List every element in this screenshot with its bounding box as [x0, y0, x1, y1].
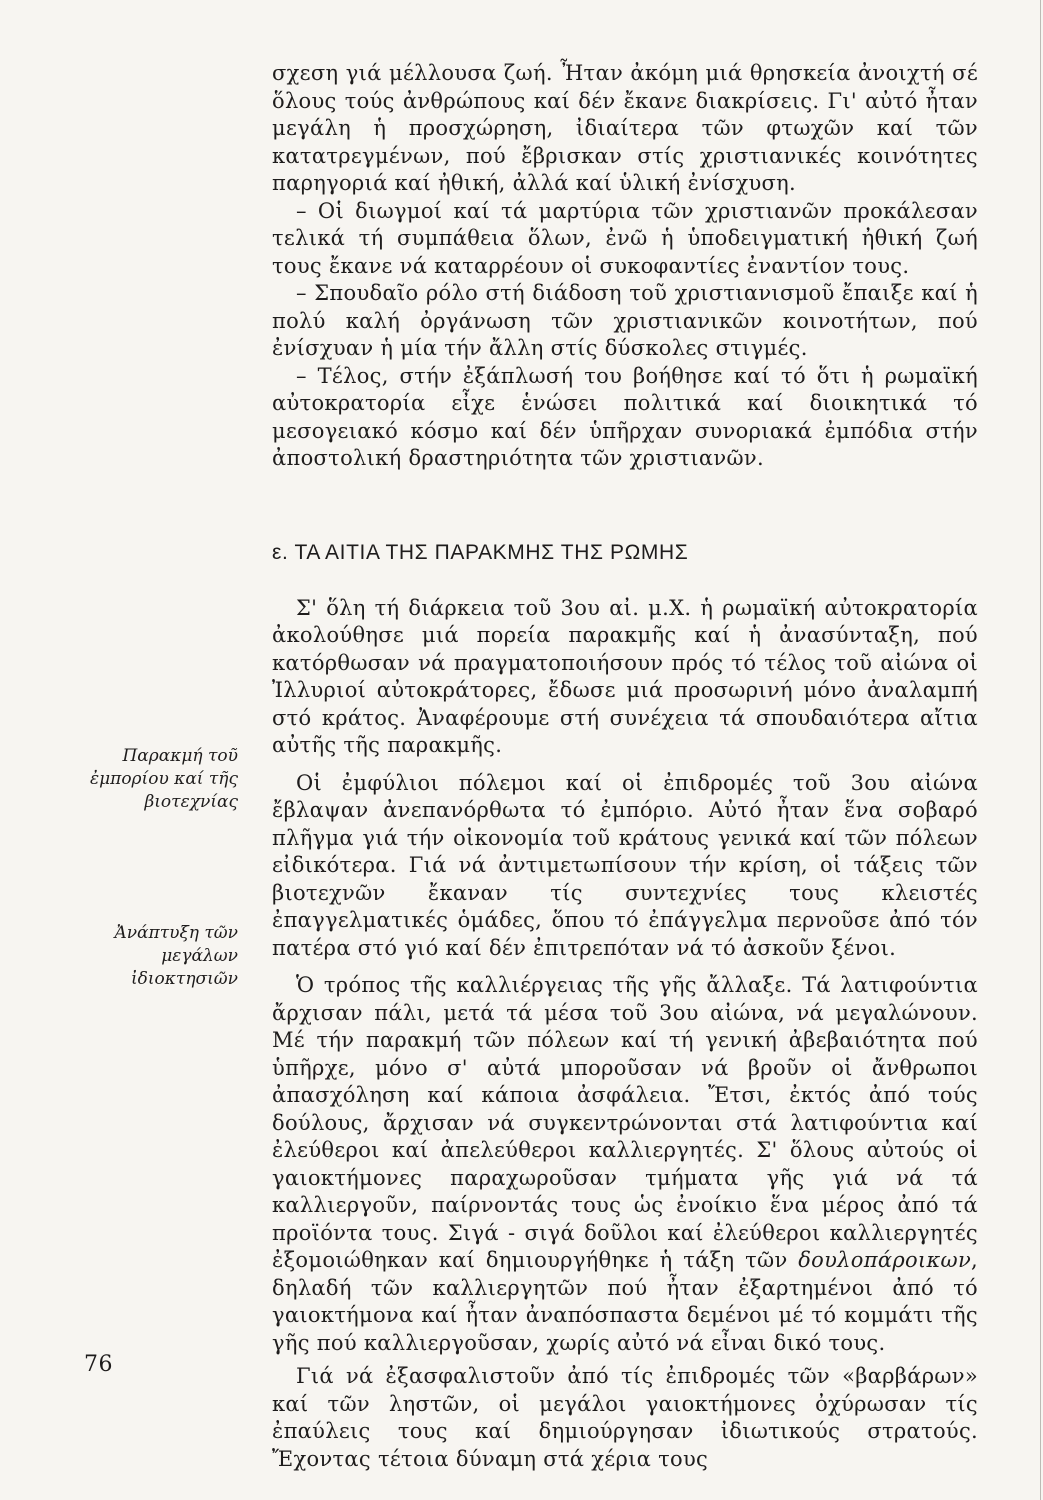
- intro-paragraph: Σ' ὅλη τή διάρκεια τοῦ 3ου αἰ. μ.Χ. ἡ ρωμαϊκή αὐτοκρατορία ἀκολούθησε μιά πορεία παρακμῆς καί ἡ ἀνασύνταξη, πού κατόρθωσαν νά πραγματοποιήσουν πρός τό τέλος τοῦ αἰώνα οἱ Ἰλλυριοί αὐτοκράτορες, ἔδωσε μιά προσωρινή μόνο ἀναλαμπή στό κράτος. Ἀναφέρουμε στή συνέχεια τά σπουδαιότερα αἴτια αὐτῆς τῆς παρακμῆς.: [272, 595, 978, 757]
- land-paragraph: [272, 972, 978, 1357]
- serfs-term: δουλοπάροικων: [798, 1248, 972, 1272]
- page-edge: [1040, 0, 1041, 1500]
- defense-paragraph: Γιά νά ἐξασφαλιστοῦν ἀπό τίς ἐπιδρομές τῶν «βαρβάρων» καί τῶν ληστῶν, οἱ μεγάλοι γαιοκτήμονες ὀχύρωσαν τίς ἐπαύλεις τους καί δημιούργησαν ἰδιωτικούς στρατούς. Ἔχοντας τέτοια δύναμη στά χέρια τους: [272, 1364, 978, 1471]
- bullet-persecutions: – Οἱ διωγμοί καί τά μαρτύρια τῶν χριστιανῶν προκάλεσαν τελικά τή συμπάθεια ὅλων, ἐνῶ ἡ ὑποδειγματική ἠθική ζωή τους ἔκανε νά καταρρέουν οἱ συκοφαντίες ἐναντίον τους.: [272, 198, 978, 278]
- land-paragraph-text-end: , δηλαδή τῶν καλλιεργητῶν πού ἦταν ἐξαρτημένοι ἀπό τό γαιοκτήμονα καί ἦταν ἀναπόσπαστα δεμένοι μέ τό κομμάτι τῆς γῆς πού καλλιεργοῦσαν, χωρίς αὐτό νά εἶναι δικό τους.: [272, 1248, 978, 1355]
- margin-note-trade: Παρακμή τοῦ ἐμπορίου καί τῆς βιοτεχνίας: [89, 746, 238, 812]
- section-heading: ε. ΤΑ ΑΙΤΙΑ ΤΗΣ ΠΑΡΑΚΜΗΣ ΤΗΣ ΡΩΜΗΣ: [272, 540, 689, 564]
- page-number: 76: [84, 1352, 113, 1377]
- bullet-empire: – Τέλος, στήν ἐξάπλωσή του βοήθησε καί τό ὅτι ἡ ρωμαϊκή αὐτοκρατορία εἶχε ἑνώσει πολιτικά καί διοικητικά τό μεσογειακό κόσμο καί δέν ὑπῆρχαν συνοριακά ἐμπόδια στήν ἀποστολική δραστηριότητα τῶν χριστιανῶν.: [272, 363, 978, 470]
- continued-paragraph: σχεση γιά μέλλουσα ζωή. Ἦταν ἀκόμη μιά θρησκεία ἀνοιχτή σέ ὅλους τούς ἀνθρώπους καί δέν ἔκανε διακρίσεις. Γι' αὐτό ἦταν μεγάλη ἡ προσχώρηση, ἰδιαίτερα τῶν φτωχῶν καί τῶν κατατρεγμένων, πού ἔβρισκαν στίς χριστιανικές κοινότητες παρηγοριά καί ἠθική, ἀλλά καί ὑλική ἐνίσχυση.: [272, 61, 978, 195]
- land-paragraph-text: Ὁ τρόπος τῆς καλλιέργειας τῆς γῆς ἄλλαξε. Τά λατιφούντια ἄρχισαν πάλι, μετά τά μέσα τοῦ 3ου αἰώνα, νά μεγαλώνουν. Μέ τήν παρακμή τῶν πόλεων καί τή γενική ἀβεβαιότητα πού ὑπῆρχε, μόνο σ' αὐτά μποροῦσαν νά βροῦν οἱ ἄνθρωποι ἀπασχόληση καί κάποια ἀσφάλεια. Ἔτσι, ἐκτός ἀπό τούς δούλους, ἄρχισαν νά συγκεντρώνονται στά λατιφούντια καί ἐλεύθεροι καί ἀπελεύθεροι καλλιεργητές. Σ' ὅλους αὐτούς οἱ γαιοκτήμονες παραχωροῦσαν τμήματα γῆς γιά νά τά καλλιεργοῦν, παίρνοντάς τους ὡς ἐνοίκιο ἕνα μέρος ἀπό τά προϊόντα τους. Σιγά - σιγά δοῦλοι καί ἐλεύθεροι καλλιεργητές ἐξομοιώθηκαν καί δημιουργήθηκε ἡ τάξη τῶν: [272, 973, 978, 1272]
- trade-paragraph: Οἱ ἐμφύλιοι πόλεμοι καί οἱ ἐπιδρομές τοῦ 3ου αἰώνα ἔβλαψαν ἀνεπανόρθωτα τό ἐμπόριο. Αὐτό ἦταν ἕνα σοβαρό πλῆγμα γιά τήν οἰκονομία τοῦ κράτους γενικά καί τῶν πόλεων εἰδικότερα. Γιά νά ἀντιμετωπίσουν τήν κρίση, οἱ τάξεις τῶν βιοτεχνῶν ἔκαναν τίς συντεχνίες τους κλειστές ἐπαγγελματικές ὁμάδες, ὅπου τό ἐπάγγελμα περνοῦσε ἀπό τόν πατέρα στό γιό καί δέν ἐπιτρεπόταν νά τό ἀσκοῦν ξένοι.: [272, 770, 978, 960]
- bullet-organization: – Σπουδαῖο ρόλο στή διάδοση τοῦ χριστιανισμοῦ ἔπαιξε καί ἡ πολύ καλή ὀργάνωση τῶν χριστιανικῶν κοινοτήτων, πού ἐνίσχυαν ἡ μία τήν ἄλλη στίς δύσκολες στιγμές.: [272, 281, 978, 360]
- margin-note-estates: Ἀνάπτυξη τῶν μεγάλων ἰδιοκτησιῶν: [114, 923, 238, 989]
- main-text-column: [272, 60, 978, 1473]
